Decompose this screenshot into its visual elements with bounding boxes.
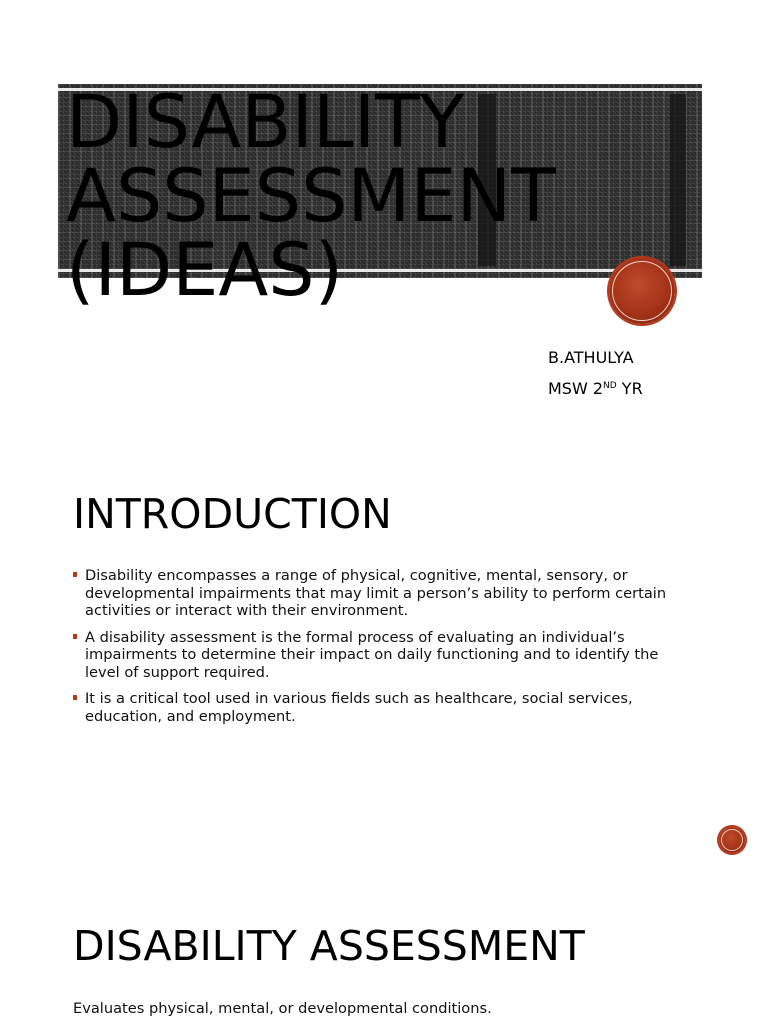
circle-orb-icon bbox=[719, 827, 745, 853]
bullet-marker-icon bbox=[73, 634, 77, 639]
bullet-text: A disability assessment is the formal process of evaluating an individual’s impairments to determine their impact on daily functioning and to identify the level of support required. bbox=[85, 628, 659, 681]
bullet-item bbox=[73, 567, 693, 620]
bullet-item bbox=[73, 690, 693, 725]
introduction-bullet-list bbox=[73, 567, 693, 734]
title-line: (IDEAS) bbox=[66, 228, 344, 313]
title-slide bbox=[0, 0, 768, 440]
author-course-ordinal: ND bbox=[603, 381, 617, 391]
author-course bbox=[548, 372, 643, 403]
circle-orb-icon bbox=[609, 258, 675, 324]
bullet-text: It is a critical tool used in various fields such as healthcare, social services, education, and employment. bbox=[85, 690, 633, 725]
title-line: ASSESSMENT bbox=[66, 154, 556, 239]
banner-stripe bbox=[670, 94, 686, 266]
bullet-item bbox=[73, 629, 693, 682]
author-course-prefix: MSW 2 bbox=[548, 379, 604, 398]
author-name: B.ATHULYA bbox=[548, 348, 634, 367]
disability-assessment-slide bbox=[0, 880, 768, 1024]
author-course-suffix: YR bbox=[616, 379, 643, 398]
bullet-marker-icon bbox=[73, 572, 77, 577]
introduction-slide bbox=[0, 440, 768, 880]
disability-assessment-body: Evaluates physical, mental, or developmental conditions. bbox=[73, 1000, 492, 1017]
disability-assessment-heading: DISABILITY ASSESSMENT bbox=[73, 922, 585, 970]
title-line: DISABILITY bbox=[66, 80, 465, 165]
bullet-marker-icon bbox=[73, 695, 77, 700]
bullet-text: Disability encompasses a range of physical, cognitive, mental, sensory, or developmental impairments that may limit a person’s ability to perform certain activities or interact with their environment. bbox=[85, 567, 667, 619]
slide-title bbox=[66, 80, 556, 313]
introduction-heading: INTRODUCTION bbox=[73, 490, 392, 538]
author-block bbox=[548, 344, 643, 403]
